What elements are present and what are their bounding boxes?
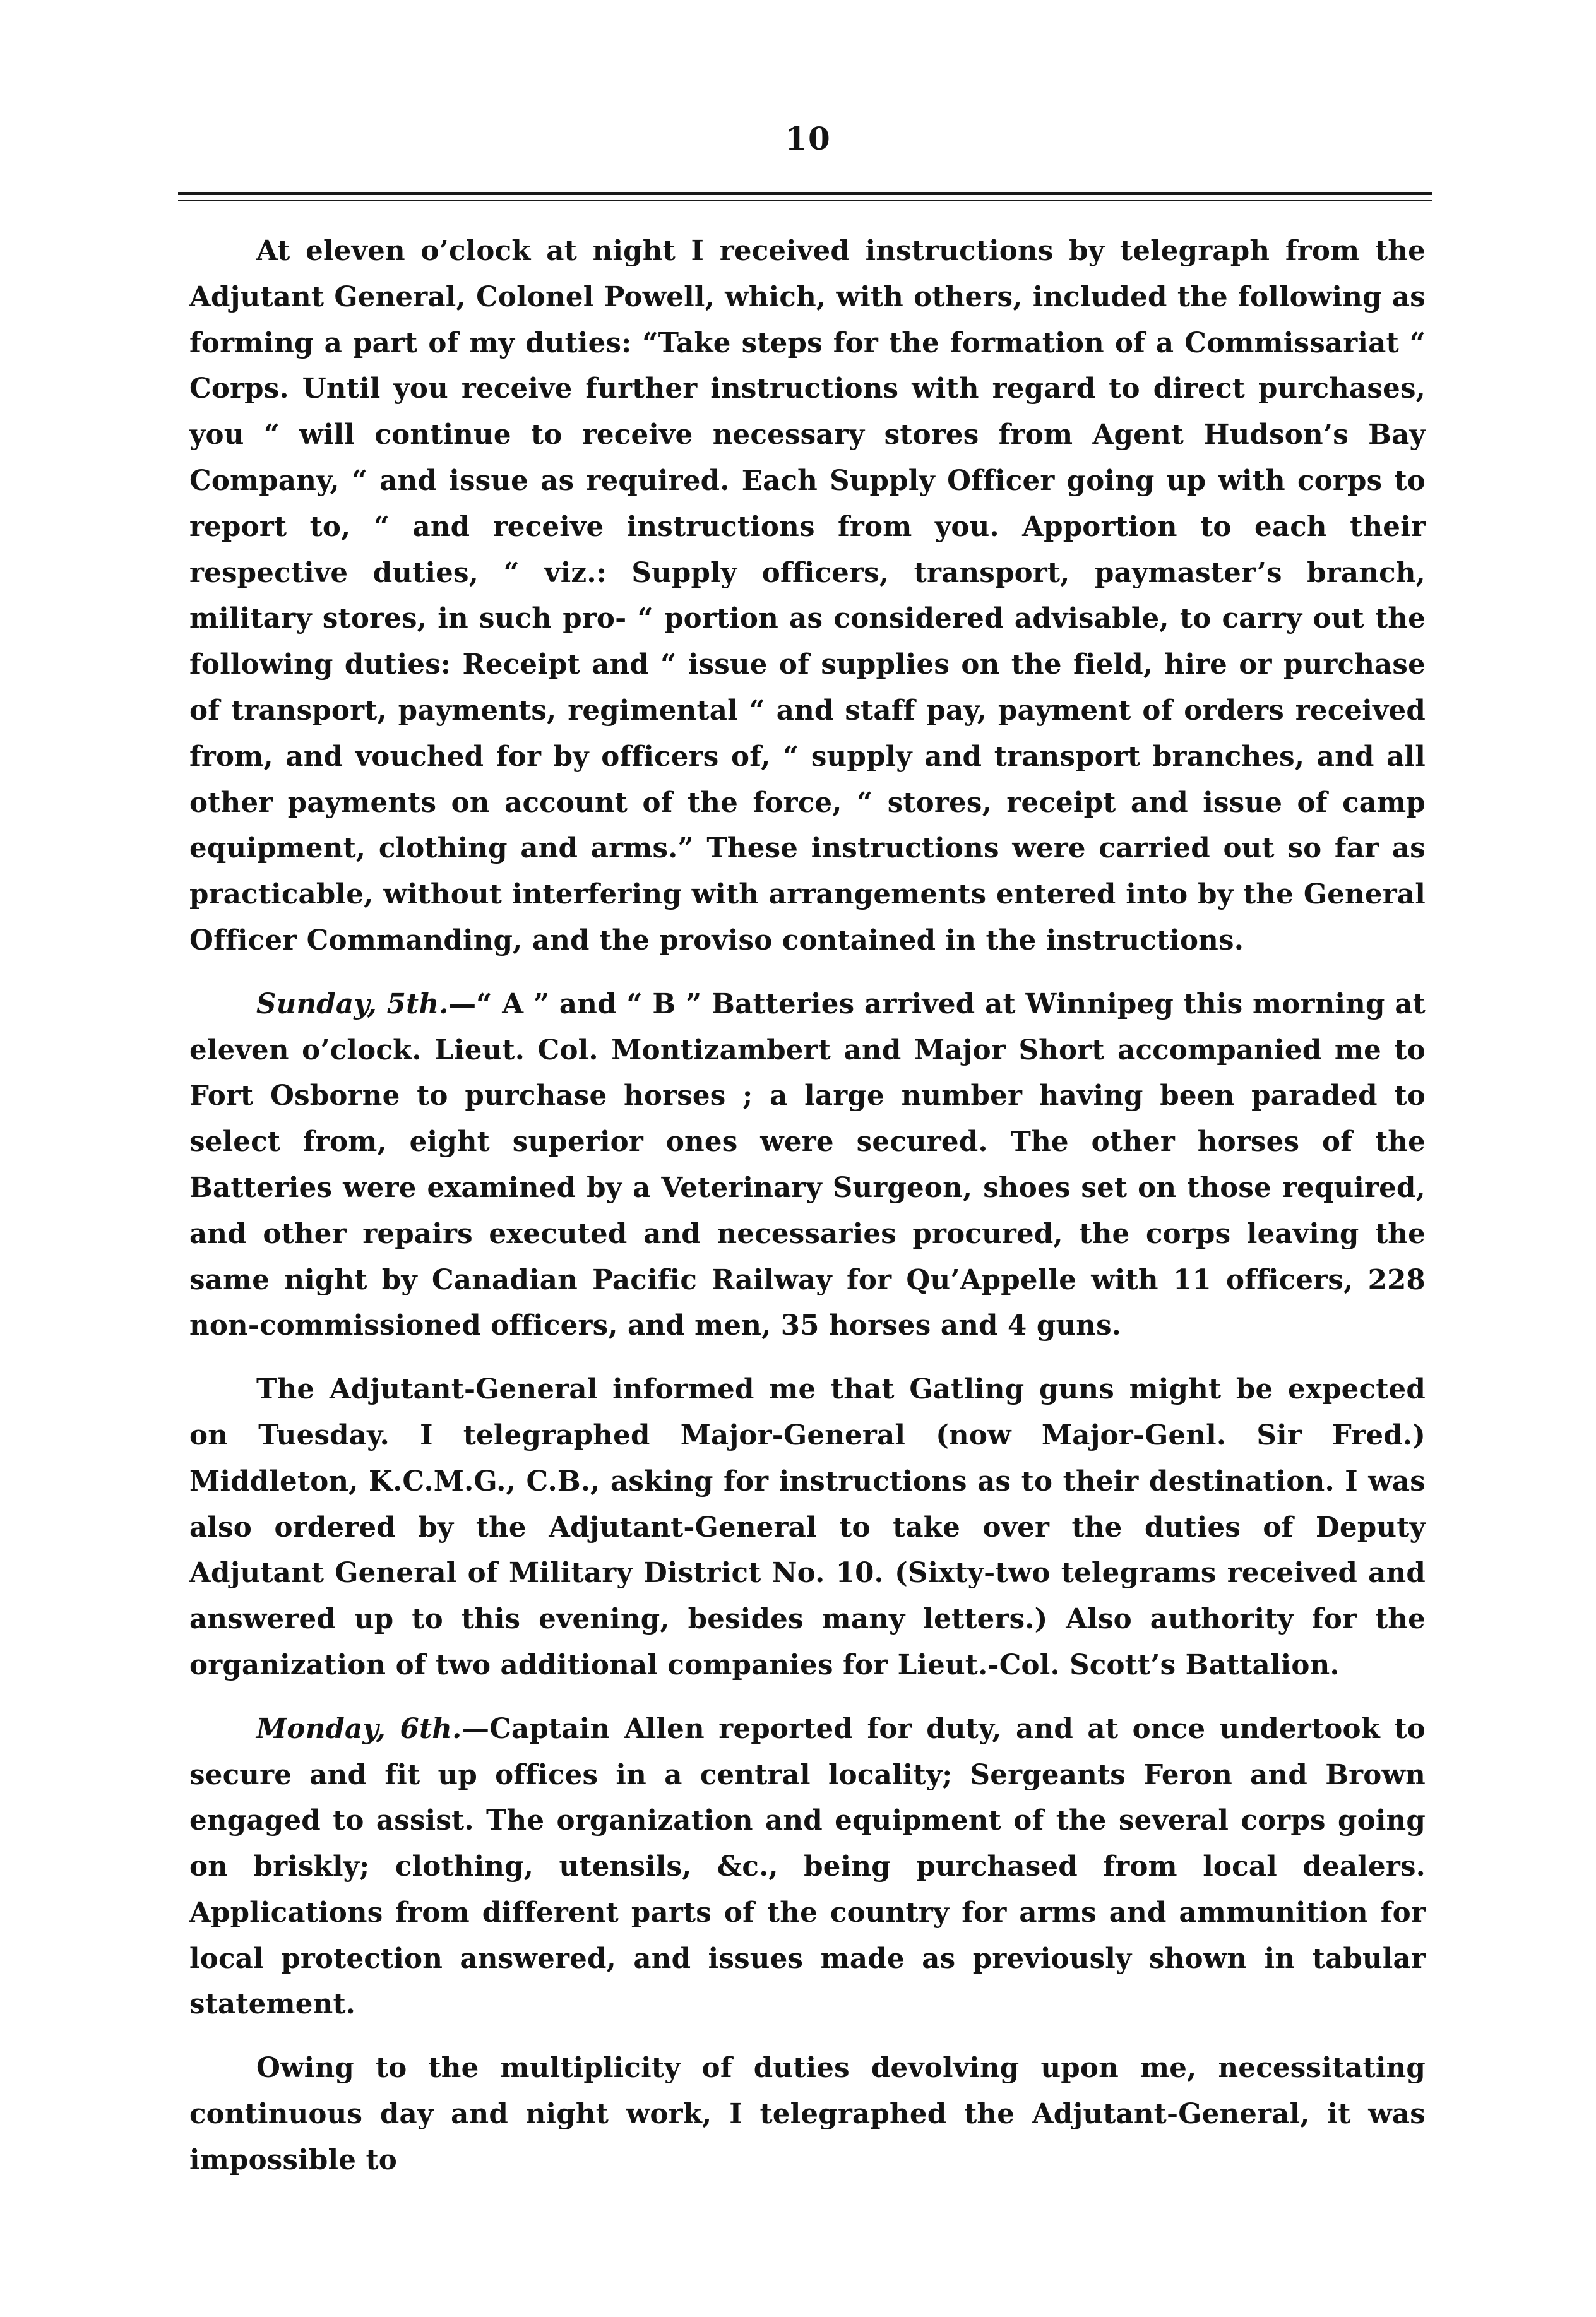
paragraph-text: —Captain Allen reported for duty, and at once undertook to secure and fit up offices in a central locality; Sergeants Feron and Brown engaged to assist. The organization and equipment of the several corps going on briskly; clothing, utensils, &c., being purchased from local dealers. Applications from different parts of the country for arms and ammunition for local protection answered, and issues made as previously shown in tabular statement. [189, 1712, 1426, 2021]
paragraph-monday-6th [189, 1706, 1426, 2028]
paragraph-telegraph-instructions [189, 229, 1426, 964]
page-number: 10 [785, 120, 831, 157]
paragraph-gatling-guns [189, 1367, 1426, 1689]
header-rule-thin [178, 200, 1432, 201]
paragraph-text: At eleven o’clock at night I received instructions by telegraph from the Adjutant General, Colonel Powell, which, with others, included the following as forming a part of my duties: “Take steps for the formation of a Commissariat “ Corps. Until you receive further instructions with regard to direct purchases, you “ will continue to receive necessary stores from Agent Hudson’s Bay Company, “ and issue as required. Each Supply Officer going up with corps to report to, “ and receive instructions from you. Apportion to each their respective duties, “ viz.: Supply officers, transport, paymaster’s branch, military stores, in such pro- “ portion as considered advisable, to carry out the following duties: Receipt and “ issue of supplies on the field, hire or purchase of transport, payments, regimental “ and staff pay, payment of orders received from, and vouched for by officers of, “ supply and transport branches, and all other payments on account of the force, “ stores, receipt and issue of camp equipment, clothing and arms.” These instructions were carried out so far as practicable, without interfering with arrangements entered into by the General Officer Commanding, and the proviso contained in the instructions. [189, 235, 1426, 956]
paragraph-multiplicity-of-duties [189, 2046, 1426, 2183]
header-rule-thick [178, 192, 1432, 195]
paragraph-sunday-5th [189, 982, 1426, 1349]
paragraph-text: Owing to the multiplicity of duties devolving upon me, necessitating continuous day and night work, I telegraphed the Adjutant-General, it was impossible to [189, 2052, 1426, 2176]
date-label: Monday, 6th. [256, 1712, 462, 1745]
paragraph-text: —“ A ” and “ B ” Batteries arrived at Winnipeg this morning at eleven o’clock. Lieut. Col. Montizambert and Major Short accompanied me to Fort Osborne to purchase horses ; a large number having been paraded to select from, eight superior ones were secured. The other horses of the Batteries were examined by a Veterinary Surgeon, shoes set on those required, and other repairs executed and necessaries procured, the corps leaving the same night by Canadian Pacific Railway for Qu’Appelle with 11 officers, 228 non-commissioned officers, and men, 35 horses and 4 guns. [189, 987, 1426, 1342]
body-text [189, 229, 1426, 2184]
date-label: Sunday, 5th. [256, 987, 449, 1020]
paragraph-text: The Adjutant-General informed me that Gatling guns might be expected on Tuesday. I telegraphed Major-General (now Major-Genl. Sir Fred.) Middleton, K.C.M.G., C.B., asking for instructions as to their destination. I was also ordered by the Adjutant-General to take over the duties of Deputy Adjutant General of Military District No. 10. (Sixty-two telegrams received and answered up to this evening, besides many letters.) Also authority for the organization of two additional companies for Lieut.-Col. Scott’s Battalion. [189, 1373, 1426, 1681]
